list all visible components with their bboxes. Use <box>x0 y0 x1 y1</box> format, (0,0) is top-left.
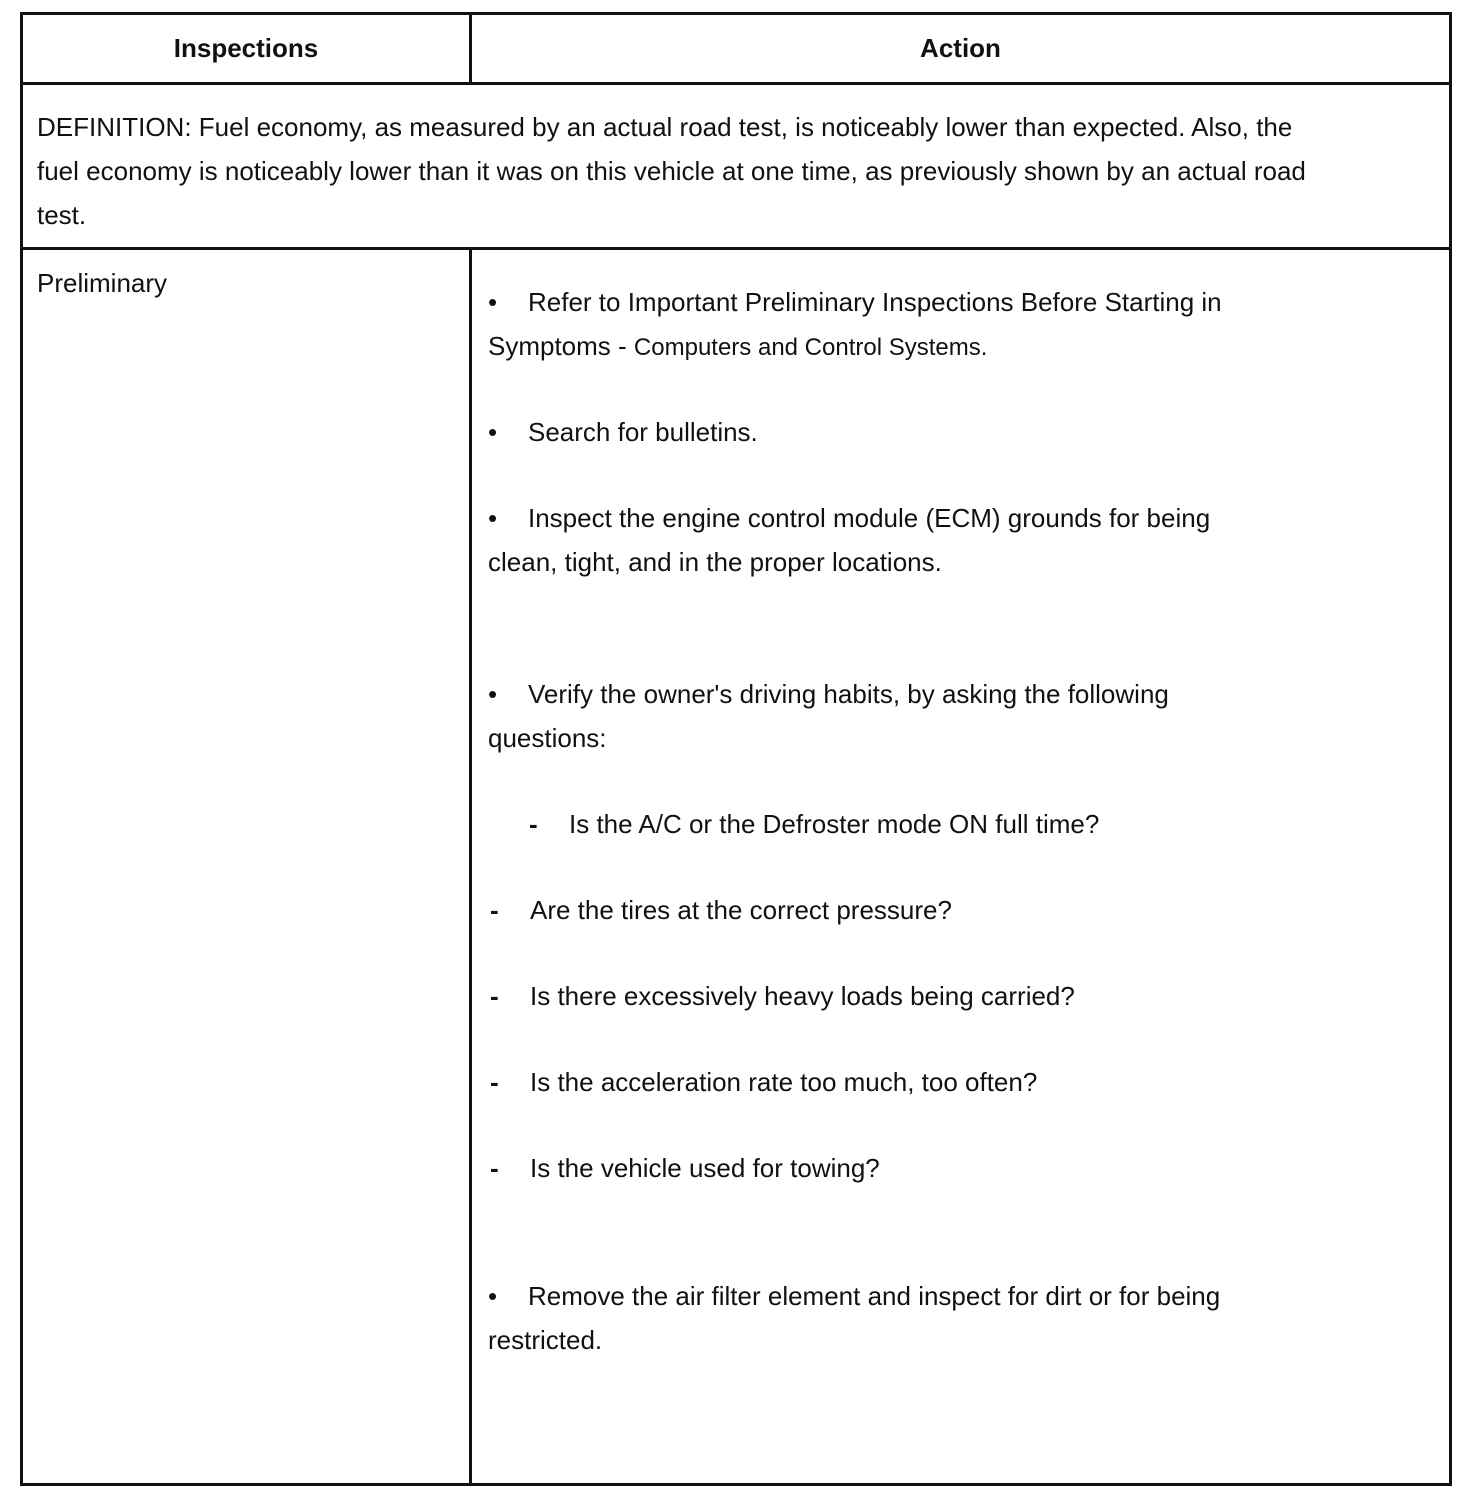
action-item <box>488 672 1248 760</box>
question-item <box>529 802 1099 846</box>
dash-icon: - <box>490 1067 499 1097</box>
action-item <box>488 410 1288 454</box>
preliminary-row <box>23 250 1449 1483</box>
dash-icon: - <box>490 1153 499 1183</box>
action-text: Search for bulletins. <box>528 417 758 447</box>
question-item <box>490 974 1075 1018</box>
action-text: Refer to Important Preliminary Inspections Before Starting in Symptoms - <box>488 287 1222 361</box>
question-text: Are the tires at the correct pressure? <box>530 895 952 925</box>
action-text: Verify the owner's driving habits, by asking the following questions: <box>488 679 1169 753</box>
action-item <box>488 1274 1288 1362</box>
dash-icon: - <box>529 809 538 839</box>
definition-row: DEFINITION: Fuel economy, as measured by an actual road test, is noticeably lower than expected. Also, the fuel economy is noticeably lower than it was on this vehicle at one time, as previously shown by an actual road test. <box>23 85 1449 250</box>
symptom-table <box>20 12 1452 1486</box>
bullet-icon: • <box>488 503 498 533</box>
dash-icon: - <box>490 981 499 1011</box>
question-item <box>490 1060 1037 1104</box>
bullet-icon: • <box>488 287 498 317</box>
action-text: Inspect the engine control module (ECM) grounds for being clean, tight, and in the proper locations. <box>488 503 1211 577</box>
action-cell <box>472 250 1449 1483</box>
question-text: Is the vehicle used for towing? <box>530 1153 880 1183</box>
action-item <box>488 496 1278 584</box>
bullet-icon: • <box>488 1281 498 1311</box>
header-action: Action <box>920 33 1001 63</box>
table-header-row <box>23 15 1449 85</box>
dash-icon: - <box>490 895 499 925</box>
question-text: Is the acceleration rate too much, too often? <box>530 1067 1038 1097</box>
bullet-icon: • <box>488 679 498 709</box>
header-inspections: Inspections <box>23 15 472 82</box>
inspection-cell: Preliminary <box>23 250 472 1483</box>
bullet-icon: • <box>488 417 498 447</box>
action-item <box>488 280 1288 370</box>
question-text: Is there excessively heavy loads being carried? <box>530 981 1075 1011</box>
question-text: Is the A/C or the Defroster mode ON full time? <box>569 809 1100 839</box>
action-link-text: Computers and Control Systems. <box>633 334 988 361</box>
question-item <box>490 1146 880 1190</box>
action-text: Remove the air filter element and inspect for dirt or for being restricted. <box>488 1281 1221 1355</box>
question-item <box>490 888 952 932</box>
